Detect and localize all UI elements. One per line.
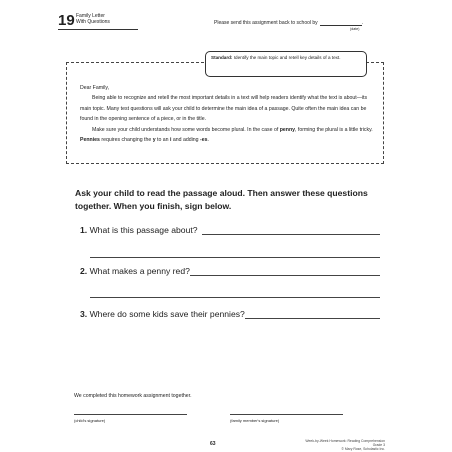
family-letter	[80, 83, 376, 145]
standard-label: Standard:	[211, 55, 233, 60]
standard-box	[205, 51, 367, 77]
return-instruction: Please send this assignment back to school by .	[214, 20, 364, 26]
lesson-title	[76, 13, 136, 25]
question-2-number: 2.	[80, 266, 88, 276]
letter-greeting: Dear Family,	[80, 85, 110, 91]
header-rule	[58, 29, 138, 30]
family-signature-line[interactable]	[230, 414, 343, 415]
question-2	[80, 266, 190, 276]
question-1-number: 1.	[80, 225, 88, 235]
family-signature-label: (family member's signature)	[230, 418, 280, 423]
lesson-title-line1: Family Letter	[76, 13, 105, 19]
question-2-text: What makes a penny red?	[89, 266, 190, 276]
lesson-number: 19	[58, 12, 75, 29]
answer-1-line-2[interactable]	[90, 257, 380, 258]
question-3-text: Where do some kids save their pennies?	[89, 309, 245, 319]
standard-text: Identify the main topic and retell key details of a text.	[233, 55, 341, 60]
instructions: Ask your child to read the passage aloud. Then answer these questions together. When you finish, sign below.	[75, 188, 368, 211]
credit-line-1: Week-by-Week Homework: Reading Comprehension Grade 3	[305, 439, 385, 448]
return-date-blank[interactable]	[320, 20, 362, 26]
page-number: 63	[210, 441, 216, 447]
copyright-credit	[300, 439, 385, 452]
signoff-note: We completed this homework assignment together.	[74, 393, 192, 399]
letter-paragraph-2: Make sure your child understands how some words become plural. In the case of penny, forming the plural is a little tricky. Pennies requires changing the y to an i and adding -es.	[80, 126, 373, 144]
lesson-title-line2: With Questions	[76, 19, 110, 25]
date-label: (date)	[350, 27, 360, 31]
letter-paragraph-1: Being able to recognize and retell the most important details in a text will help readers identify what the text is about—its main topic. Many test questions will ask your child to determine the main idea of a passage. Quite often the main idea can be found in the opening sentence of a piece, or in the title.	[80, 95, 368, 123]
question-1	[80, 225, 198, 235]
answer-2-line-1[interactable]	[190, 275, 380, 276]
question-3	[80, 309, 245, 319]
answer-3-line-1[interactable]	[245, 318, 380, 319]
answer-2-line-2[interactable]	[90, 297, 380, 298]
question-1-text: What is this passage about?	[89, 225, 198, 235]
child-signature-label: (child's signature)	[74, 418, 106, 423]
return-text: Please send this assignment back to school by	[214, 20, 318, 26]
child-signature-line[interactable]	[74, 414, 187, 415]
question-3-number: 3.	[80, 309, 88, 319]
credit-line-2: © Mary Rose, Scholastic Inc.	[341, 447, 385, 452]
answer-1-line-1[interactable]	[202, 234, 380, 235]
